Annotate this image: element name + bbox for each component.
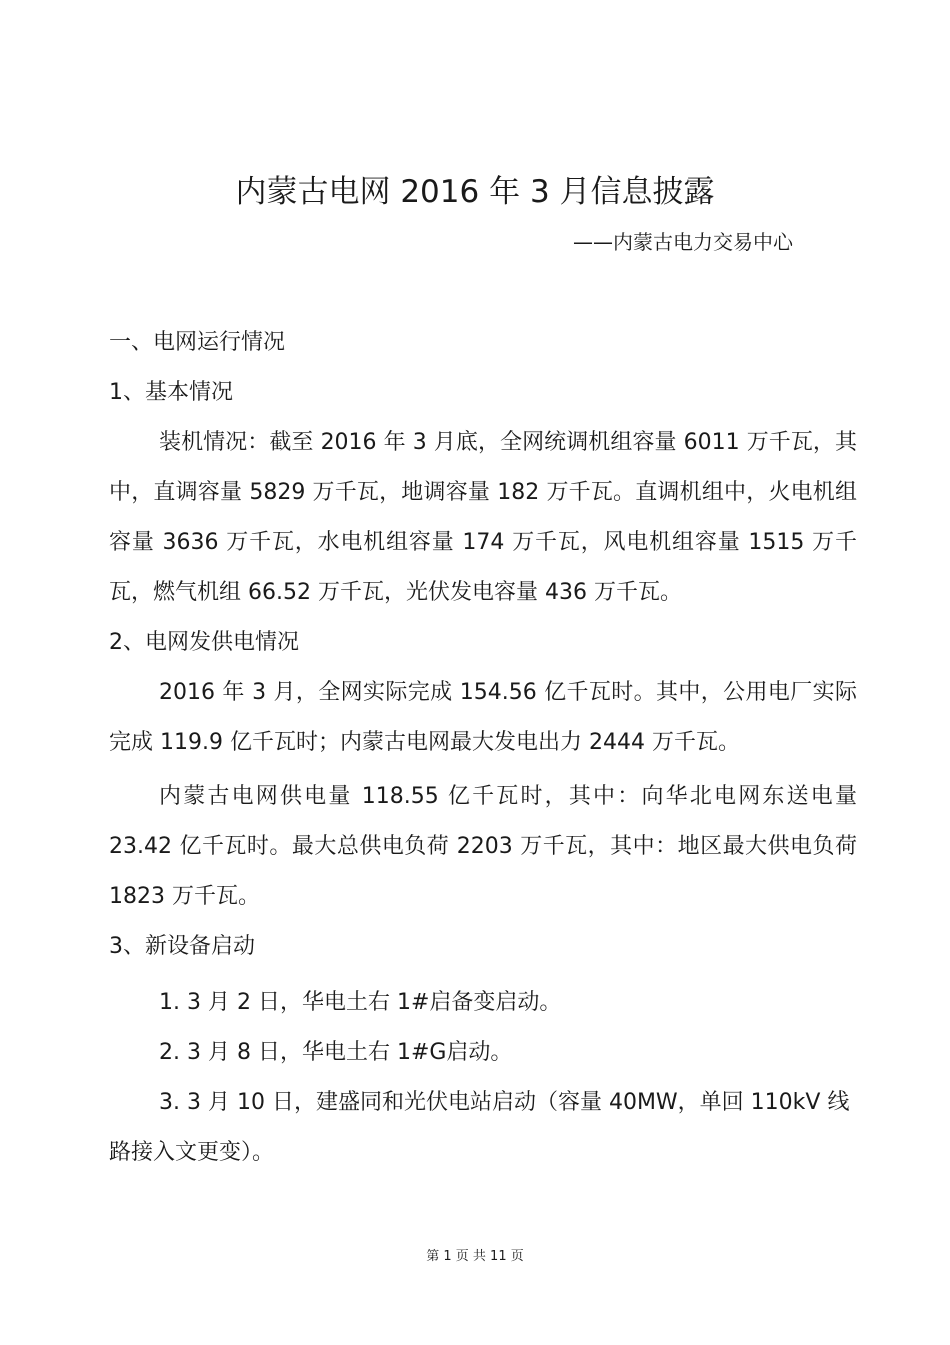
paragraph-supply: 内蒙古电网供电量 118.55 亿千瓦时，其中：向华北电网东送电量 23.42 亿千瓦时。最大总供电负荷 2203 万千瓦，其中：地区最大供电负荷 1823 万千瓦。 (109, 784, 857, 909)
document-title: 内蒙古电网 2016 年 3 月信息披露 (235, 174, 715, 210)
subsection-heading-generation: 2、电网发供电情况 (109, 630, 299, 655)
subsection-heading-new-equipment: 3、新设备启动 (109, 934, 255, 959)
subsection-heading-basic: 1、基本情况 (109, 380, 233, 405)
page-number: 第 1 页 共 11 页 (426, 1249, 524, 1264)
section-heading: 一、电网运行情况 (109, 330, 286, 355)
document-subtitle: ——内蒙古电力交易中心 (573, 230, 793, 254)
paragraph-generation: 2016 年 3 月，全网实际完成 154.56 亿千瓦时。其中，公用电厂实际完成 119.9 亿千瓦时；内蒙古电网最大发电出力 2444 万千瓦。 (109, 680, 857, 755)
paragraph-installed-capacity: 装机情况：截至 2016 年 3 月底，全网统调机组容量 6011 万千瓦，其中，直调容量 5829 万千瓦，地调容量 182 万千瓦。直调机组中，火电机组容量 3636 万千瓦，水电机组容量 174 万千瓦，风电机组容量 1515 万千瓦，燃气机组 66.52 万千瓦，光伏发电容量 436 万千瓦。 (109, 430, 857, 605)
list-item: 2. 3 月 8 日，华电土右 1#G启动。 (159, 1040, 513, 1065)
list-item: 3. 3 月 10 日，建盛同和光伏电站启动（容量 40MW，单回 110kV 线路接入文更变）。 (109, 1090, 850, 1165)
list-item: 1. 3 月 2 日，华电土右 1#启备变启动。 (159, 990, 562, 1015)
document-body (109, 318, 857, 1178)
